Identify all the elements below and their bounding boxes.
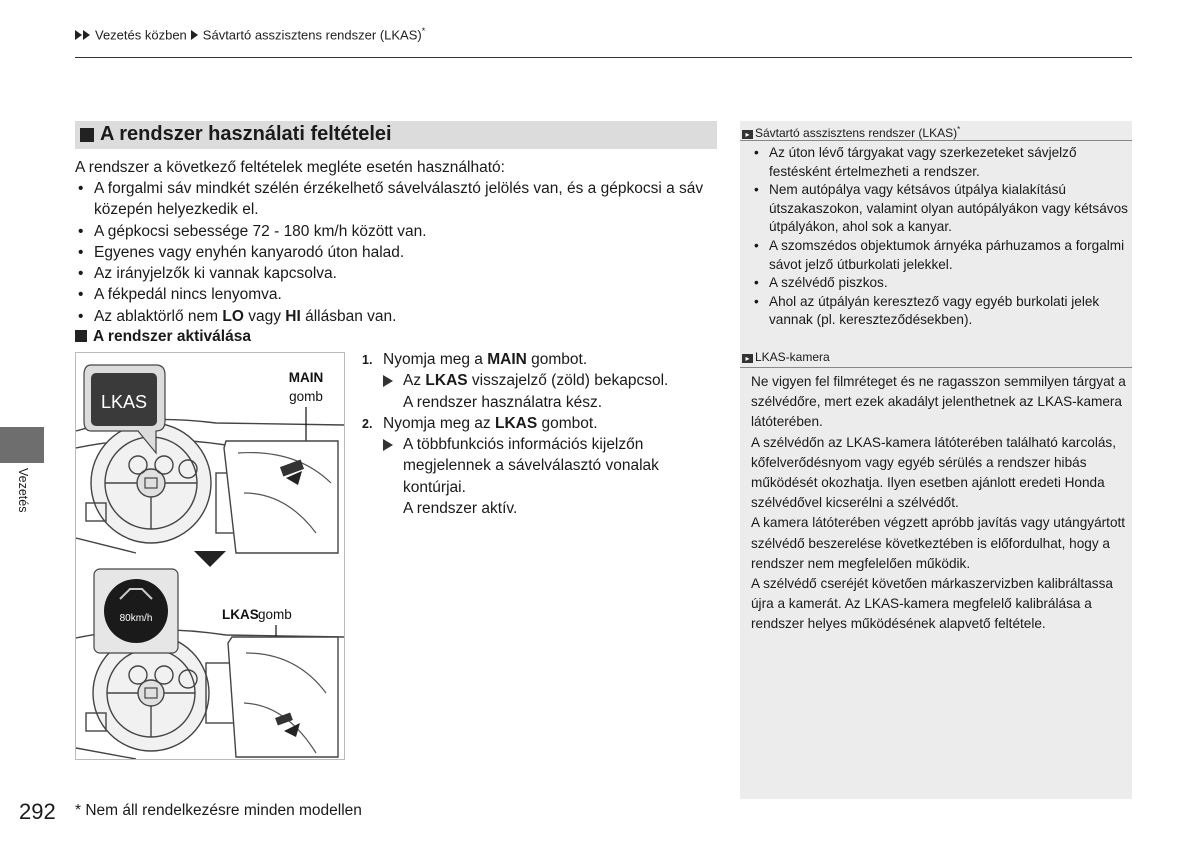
chapter-tab-label bbox=[8, 468, 38, 528]
activation-steps bbox=[362, 349, 702, 519]
camera-note-paragraph: Ne vigyen fel filmréteget és ne ragasszon semmilyen tárgyat a szélvédőre, mert ezek akadályt jelenthetnek az LKAS-kamera látóterében. bbox=[751, 374, 1126, 430]
condition-text: Az ablaktörlő nem bbox=[94, 307, 223, 325]
reference-icon: ▸ bbox=[742, 354, 753, 363]
lkas-keyword: LKAS bbox=[494, 414, 538, 432]
camera-note-paragraph: A szélvédő cseréjét követően márkaszervizben kalibráltassa újra a kamerát. Az LKAS-kamera megfelelő kalibrálása a rendszer helyes működésének alapvető feltétele. bbox=[751, 576, 1113, 632]
result-arrow-icon bbox=[383, 375, 393, 387]
sidebar-bullet: • Ahol az útpályán keresztező vagy egyéb burkolati jelek vannak (pl. kereszteződésekben). bbox=[752, 293, 1132, 330]
chapter-tab-text: Vezetés bbox=[16, 468, 30, 513]
breadcrumb-arrow-icon bbox=[75, 30, 82, 40]
step-text: A többfunkciós információs kijelzőn megjelennek a sávelválasztó vonalak kontúrjai. bbox=[403, 436, 659, 496]
main-keyword: MAIN bbox=[487, 351, 527, 368]
notes-sidebar bbox=[740, 121, 1132, 799]
condition-item: • Egyenes vagy enyhén kanyarodó úton halad. bbox=[75, 242, 720, 263]
step-number: 2. bbox=[362, 416, 373, 431]
sidebar-bullet-list bbox=[752, 144, 1132, 330]
section-header bbox=[75, 121, 717, 149]
sidebar-footnote-star: * bbox=[957, 125, 961, 134]
main-button-label: MAIN bbox=[288, 370, 324, 385]
sidebar-heading-lkas bbox=[740, 121, 1132, 141]
section-square-icon bbox=[80, 128, 94, 142]
camera-note-paragraph: A kamera látóterében végzett apróbb javítás vagy utángyártott szélvédő beszerelése következtében is előfordulhat, hogy a rendszer nem megfelelően működik. bbox=[751, 515, 1126, 571]
step-1 bbox=[362, 349, 702, 413]
conditions-list bbox=[75, 178, 720, 327]
step-text: Az bbox=[403, 372, 426, 390]
sidebar-heading-text: Sávtartó asszisztens rendszer (LKAS) bbox=[755, 126, 958, 140]
breadcrumb-arrow-icon bbox=[83, 30, 90, 40]
condition-text: vagy bbox=[243, 307, 286, 325]
header-divider bbox=[75, 57, 1132, 58]
step-2 bbox=[362, 413, 702, 519]
wiper-lo-label: LO bbox=[222, 307, 244, 325]
breadcrumb-item-driving[interactable]: Vezetés közben bbox=[95, 27, 187, 43]
step-text: Nyomja meg az bbox=[383, 414, 495, 432]
sidebar-bullet: • A szélvédő piszkos. bbox=[752, 274, 1132, 293]
step-result bbox=[383, 370, 702, 391]
main-button-zoom bbox=[224, 441, 338, 553]
condition-item: • Az irányjelzők ki vannak kapcsolva. bbox=[75, 263, 720, 284]
lkas-button-zoom bbox=[228, 637, 338, 757]
step-result-note: A rendszer használatra kész. bbox=[403, 393, 603, 411]
step-number: 1. bbox=[362, 353, 373, 367]
section-title: A rendszer használati feltételei bbox=[100, 123, 392, 145]
wiper-hi-label: HI bbox=[285, 307, 301, 325]
sidebar-bullet: • Nem autópálya vagy kétsávos útpálya kialakítású útszakaszokon, valamint olyan autópályákon vagy kétsávos útpályákon, ahol sok a kanyar. bbox=[752, 181, 1132, 237]
down-arrow-icon bbox=[194, 551, 226, 567]
step-text: gombot. bbox=[537, 414, 598, 432]
camera-notes bbox=[751, 372, 1129, 635]
condition-item: • A fékpedál nincs lenyomva. bbox=[75, 284, 720, 305]
main-button-label-suffix: gomb bbox=[289, 389, 323, 404]
sidebar-heading-camera bbox=[740, 348, 1132, 368]
breadcrumb-item-lkas[interactable]: Sávtartó asszisztens rendszer (LKAS) bbox=[202, 27, 422, 43]
conditions-intro: A rendszer a következő feltételek megléte esetén használható: bbox=[75, 159, 505, 176]
lkas-indicator-label: LKAS bbox=[100, 392, 148, 412]
activation-illustration bbox=[75, 352, 345, 760]
step-text: visszajelző (zöld) bekapcsol. bbox=[467, 372, 669, 390]
breadcrumb-footnote-star: * bbox=[421, 26, 426, 36]
lkas-button-label-suffix: gomb bbox=[258, 607, 292, 622]
step-instruction bbox=[383, 413, 702, 434]
speed-readout: 80km/h bbox=[119, 613, 153, 624]
lkas-button-label: LKAS bbox=[222, 607, 259, 622]
condition-text: állásban van. bbox=[300, 307, 397, 325]
activation-header bbox=[75, 328, 251, 346]
subheader-square-icon bbox=[75, 330, 87, 342]
step-result bbox=[383, 434, 702, 498]
footnote: * Nem áll rendelkezésre minden modellen bbox=[75, 802, 362, 819]
reference-icon: ▸ bbox=[742, 130, 753, 139]
condition-item: • A gépkocsi sebessége 72 - 180 km/h között van. bbox=[75, 221, 720, 242]
camera-note-paragraph: A szélvédőn az LKAS-kamera látóterében található karcolás, kőfelverődésnyom vagy egyéb sérülés a rendszer hibás működését okozhatja. Ilyen esetben ajánlott eredeti Honda szélvédővel kicserélni a szélvédőt. bbox=[751, 434, 1116, 511]
result-arrow-icon bbox=[383, 439, 393, 451]
sidebar-heading-text: LKAS-kamera bbox=[755, 350, 830, 364]
step-text: Nyomja meg a bbox=[383, 351, 488, 368]
chapter-tab[interactable] bbox=[0, 427, 44, 463]
condition-item bbox=[75, 306, 720, 327]
display-callout bbox=[94, 569, 178, 653]
condition-item: • A forgalmi sáv mindkét szélén érzékelhető sávelválasztó jelölés van, és a gépkocsi a sáv közepén helyezkedik el. bbox=[75, 178, 720, 221]
sidebar-bullet: • Az úton lévő tárgyakat vagy szerkezeteket sávjelző festésként értelmezheti a rendszer. bbox=[752, 144, 1132, 181]
activation-title: A rendszer aktiválása bbox=[93, 328, 251, 345]
sidebar-bullet: • A szomszédos objektumok árnyéka párhuzamos a forgalmi sávot jelző útburkolati jelekkel. bbox=[752, 237, 1132, 274]
step-instruction bbox=[383, 349, 702, 370]
breadcrumb bbox=[75, 26, 425, 42]
step-text: gombot. bbox=[526, 351, 588, 368]
breadcrumb-arrow-icon bbox=[191, 30, 198, 40]
page-number: 292 bbox=[19, 799, 56, 824]
lkas-keyword: LKAS bbox=[425, 372, 468, 390]
step-result-note: A rendszer aktív. bbox=[403, 500, 518, 518]
